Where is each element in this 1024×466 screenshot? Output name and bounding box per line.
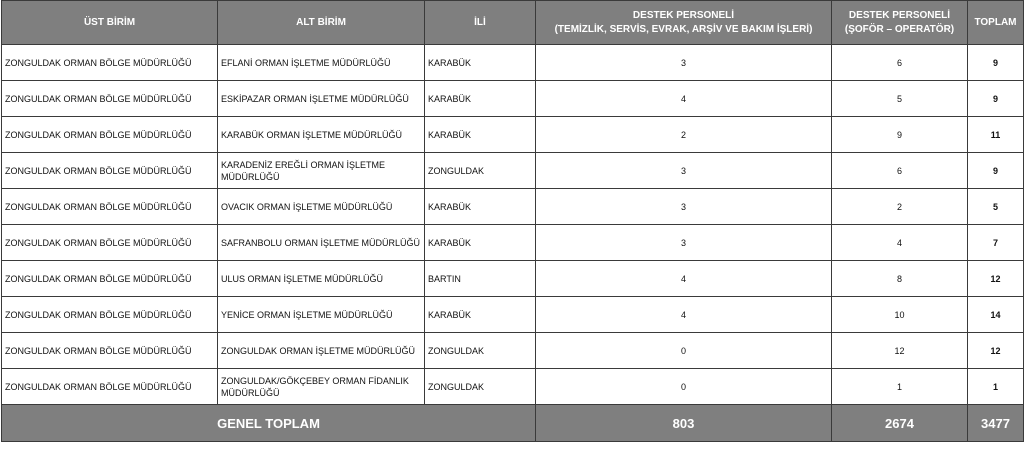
table-row — [2, 297, 1024, 333]
table-row — [2, 225, 1024, 261]
cell-ust-birim: ZONGULDAK ORMAN BÖLGE MÜDÜRLÜĞÜ — [2, 81, 218, 117]
cell-destek-temizlik: 0 — [536, 333, 832, 369]
cell-alt-birim: EFLANİ ORMAN İŞLETME MÜDÜRLÜĞÜ — [218, 45, 425, 81]
header-row — [2, 1, 1024, 45]
cell-alt-birim: KARADENİZ EREĞLİ ORMAN İŞLETME MÜDÜRLÜĞÜ — [218, 153, 425, 189]
table-row — [2, 153, 1024, 189]
cell-ili: KARABÜK — [425, 117, 536, 153]
cell-destek-sofor: 4 — [832, 225, 968, 261]
cell-destek-sofor: 9 — [832, 117, 968, 153]
cell-ust-birim: ZONGULDAK ORMAN BÖLGE MÜDÜRLÜĞÜ — [2, 297, 218, 333]
cell-ust-birim: ZONGULDAK ORMAN BÖLGE MÜDÜRLÜĞÜ — [2, 153, 218, 189]
header-destek-personeli-2 — [832, 1, 968, 45]
cell-toplam: 9 — [968, 81, 1024, 117]
cell-ili: ZONGULDAK — [425, 369, 536, 405]
cell-toplam: 5 — [968, 189, 1024, 225]
footer-label: GENEL TOPLAM — [2, 405, 536, 442]
footer-grand-total: 3477 — [968, 405, 1024, 442]
cell-ust-birim: ZONGULDAK ORMAN BÖLGE MÜDÜRLÜĞÜ — [2, 189, 218, 225]
cell-alt-birim: OVACIK ORMAN İŞLETME MÜDÜRLÜĞÜ — [218, 189, 425, 225]
cell-alt-birim: ZONGULDAK ORMAN İŞLETME MÜDÜRLÜĞÜ — [218, 333, 425, 369]
cell-ili: KARABÜK — [425, 297, 536, 333]
cell-ust-birim: ZONGULDAK ORMAN BÖLGE MÜDÜRLÜĞÜ — [2, 45, 218, 81]
cell-toplam: 9 — [968, 153, 1024, 189]
cell-destek-sofor: 8 — [832, 261, 968, 297]
header-ili: İLİ — [425, 1, 536, 45]
cell-destek-sofor: 6 — [832, 153, 968, 189]
cell-alt-birim: ZONGULDAK/GÖKÇEBEY ORMAN FİDANLIK MÜDÜRLÜĞÜ — [218, 369, 425, 405]
header-ust-birim: ÜST BİRİM — [2, 1, 218, 45]
cell-destek-temizlik: 4 — [536, 81, 832, 117]
cell-destek-temizlik: 2 — [536, 117, 832, 153]
cell-destek-sofor: 6 — [832, 45, 968, 81]
cell-alt-birim: ULUS ORMAN İŞLETME MÜDÜRLÜĞÜ — [218, 261, 425, 297]
cell-destek-sofor: 5 — [832, 81, 968, 117]
table-row — [2, 189, 1024, 225]
cell-destek-sofor: 10 — [832, 297, 968, 333]
cell-ili: ZONGULDAK — [425, 333, 536, 369]
cell-alt-birim: KARABÜK ORMAN İŞLETME MÜDÜRLÜĞÜ — [218, 117, 425, 153]
cell-destek-temizlik: 3 — [536, 153, 832, 189]
cell-destek-sofor: 12 — [832, 333, 968, 369]
footer-destek1-total: 803 — [536, 405, 832, 442]
cell-destek-temizlik: 3 — [536, 189, 832, 225]
table-row — [2, 369, 1024, 405]
footer-row — [2, 405, 1024, 442]
cell-alt-birim: ESKİPAZAR ORMAN İŞLETME MÜDÜRLÜĞÜ — [218, 81, 425, 117]
cell-destek-sofor: 2 — [832, 189, 968, 225]
cell-destek-temizlik: 4 — [536, 261, 832, 297]
header-alt-birim: ALT BİRİM — [218, 1, 425, 45]
cell-toplam: 1 — [968, 369, 1024, 405]
personnel-table — [1, 0, 1024, 442]
table-row — [2, 333, 1024, 369]
cell-toplam: 7 — [968, 225, 1024, 261]
cell-toplam: 12 — [968, 333, 1024, 369]
cell-ili: KARABÜK — [425, 189, 536, 225]
header-destek2-line2: (ŞOFÖR – OPERATÖR) — [844, 23, 955, 35]
cell-alt-birim: YENİCE ORMAN İŞLETME MÜDÜRLÜĞÜ — [218, 297, 425, 333]
cell-destek-temizlik: 0 — [536, 369, 832, 405]
cell-toplam: 14 — [968, 297, 1024, 333]
cell-destek-temizlik: 3 — [536, 225, 832, 261]
cell-alt-birim: SAFRANBOLU ORMAN İŞLETME MÜDÜRLÜĞÜ — [218, 225, 425, 261]
header-toplam: TOPLAM — [968, 1, 1024, 45]
cell-ili: KARABÜK — [425, 81, 536, 117]
table-row — [2, 45, 1024, 81]
cell-ust-birim: ZONGULDAK ORMAN BÖLGE MÜDÜRLÜĞÜ — [2, 369, 218, 405]
cell-ust-birim: ZONGULDAK ORMAN BÖLGE MÜDÜRLÜĞÜ — [2, 225, 218, 261]
cell-destek-sofor: 1 — [832, 369, 968, 405]
cell-ust-birim: ZONGULDAK ORMAN BÖLGE MÜDÜRLÜĞÜ — [2, 117, 218, 153]
header-destek2-line1: DESTEK PERSONELİ — [848, 9, 951, 21]
cell-ili: KARABÜK — [425, 45, 536, 81]
cell-toplam: 12 — [968, 261, 1024, 297]
cell-ili: KARABÜK — [425, 225, 536, 261]
cell-destek-temizlik: 3 — [536, 45, 832, 81]
cell-destek-temizlik: 4 — [536, 297, 832, 333]
cell-toplam: 9 — [968, 45, 1024, 81]
cell-ust-birim: ZONGULDAK ORMAN BÖLGE MÜDÜRLÜĞÜ — [2, 333, 218, 369]
table-body — [2, 45, 1024, 405]
header-destek1-line1: DESTEK PERSONELİ — [632, 9, 735, 21]
footer-destek2-total: 2674 — [832, 405, 968, 442]
cell-ili: BARTIN — [425, 261, 536, 297]
header-destek-personeli-1 — [536, 1, 832, 45]
cell-ili: ZONGULDAK — [425, 153, 536, 189]
cell-ust-birim: ZONGULDAK ORMAN BÖLGE MÜDÜRLÜĞÜ — [2, 261, 218, 297]
table-row — [2, 81, 1024, 117]
table-row — [2, 117, 1024, 153]
cell-toplam: 11 — [968, 117, 1024, 153]
table-row — [2, 261, 1024, 297]
header-destek1-line2: (TEMİZLİK, SERVİS, EVRAK, ARŞİV VE BAKIM İŞLERİ) — [554, 23, 813, 35]
